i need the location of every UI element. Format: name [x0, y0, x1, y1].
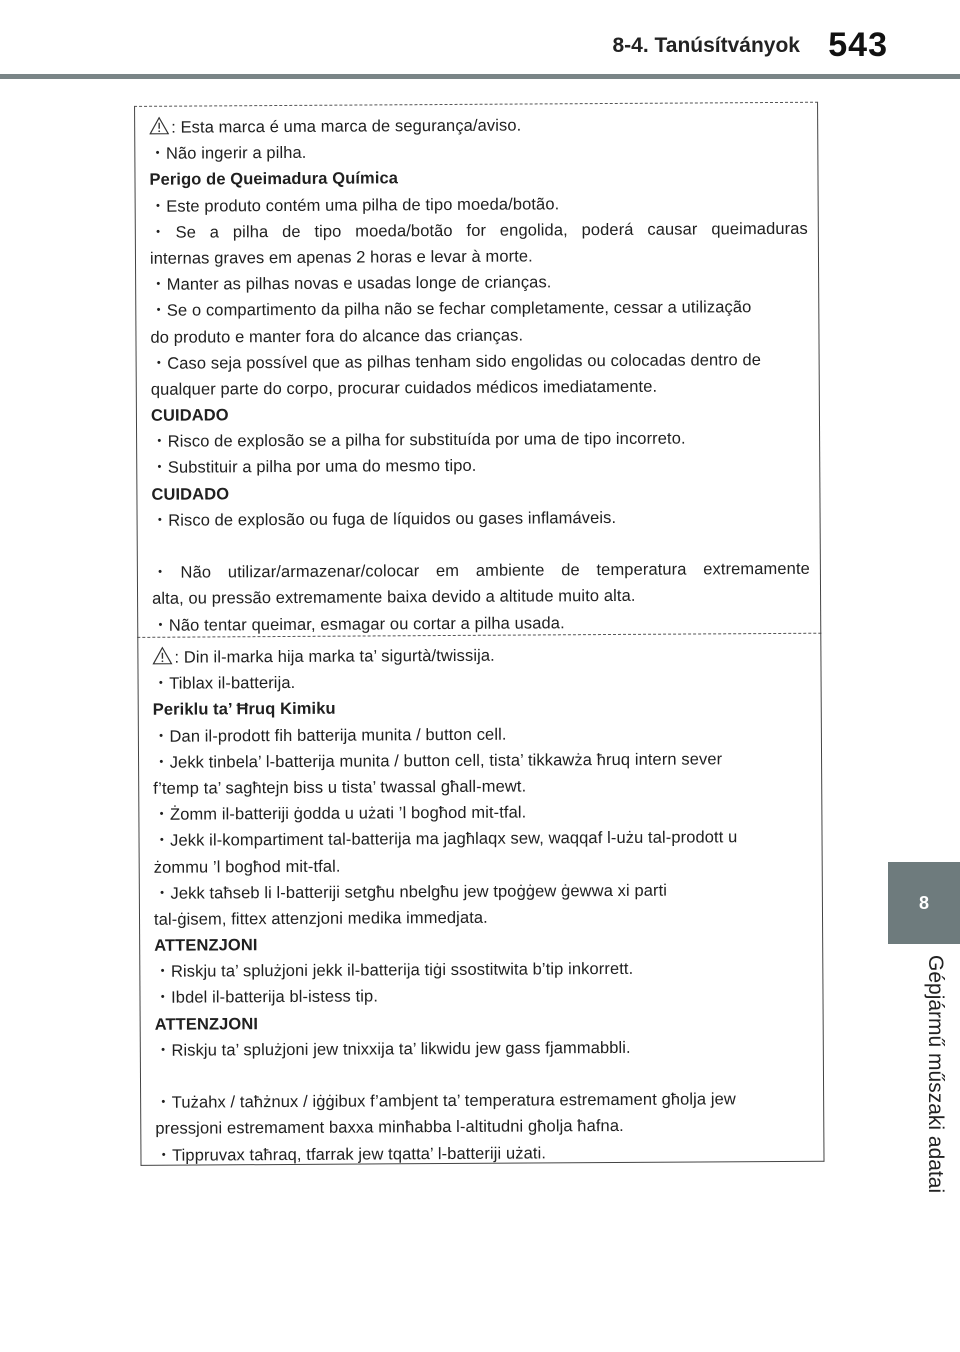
text-line: alta, ou pressão extremamente baixa devido a altitude muito alta. [152, 587, 636, 609]
maltese-warning-box [137, 633, 824, 1166]
text-line: ・Ibdel il-batterija bl-istess tip. [154, 987, 379, 1008]
text-line: ・Substituir a pilha por uma do mesmo tipo. [151, 457, 477, 478]
text-line: ・Tiblax il-batterija. [152, 674, 296, 693]
text-line: internas graves em apenas 2 horas e levar à morte. [149, 247, 533, 268]
section-heading: CUIDADO [150, 406, 229, 425]
text-line: ・Jekk tinbela’ l-batterija munita / button cell, tista’ tikkawża ħruq intern sever [153, 750, 723, 772]
text-line: tal-ġisem, fittex attenzjoni medika immedjata. [153, 908, 488, 929]
portuguese-warning-box [134, 102, 821, 638]
text-line: ・Żomm il-batteriji ġodda u użati ’l bogħod mit-tfal. [153, 803, 527, 824]
text-line: ・Não ingerir a pilha. [149, 144, 307, 163]
warning-triangle-icon [149, 117, 169, 143]
text-line: ・Se a pilha de tipo moeda/botão for engolida, poderá causar queimaduras [149, 219, 808, 242]
text-line: ・Se o compartimento da pilha não se fechar completamente, cessar a utilização [150, 298, 752, 321]
warning-mark-line [152, 641, 810, 671]
header-divider [0, 74, 960, 79]
text-line: ・Caso seja possível que as pilhas tenham sido engolidas ou colocadas dentro de [150, 350, 762, 373]
section-heading: ATTENZJONI [154, 936, 258, 955]
text-line: ・Riskju ta’ splużjoni jew tnixxija ta’ likwidu jew gass fjammabbli. [154, 1038, 631, 1060]
text-line: do produto e manter fora do alcance das crianças. [150, 326, 524, 347]
text-line: pressjoni estremament baxxa minħabba l-altitudni għolja ħafna. [155, 1117, 624, 1139]
text-line: f’temp ta’ sagħtejn biss u tista’ twassal għall-mewt. [153, 777, 527, 798]
warning-mark-text: : Din il-marka hija marka ta’ sigurtà/twissija. [174, 646, 495, 667]
text-line: ・Jekk taħseb li l-batteriji setgħu nbelgħu jew tpoġġew ġewwa xi parti [153, 881, 668, 903]
text-line: ・Dan il-prodott fih batterija munita / button cell. [152, 725, 507, 746]
chapter-title: Gépjármű műszaki adatai [924, 955, 947, 1194]
blank-line [155, 1060, 813, 1090]
text-line: ・Risco de explosão ou fuga de líquidos ou gases inflamáveis. [151, 508, 617, 530]
chapter-tab[interactable] [888, 862, 960, 944]
text-line: ・Não tentar queimar, esmagar ou cortar a pilha usada. [152, 613, 565, 635]
text-line: ・Riskju ta’ splużjoni jekk il-batterija tiġi ssostitwita b’tip inkorrett. [154, 960, 634, 982]
section-heading: ATTENZJONI [154, 1014, 259, 1034]
text-line: żommu ’l bogħod mit-tfal. [153, 857, 341, 877]
chapter-number: 8 [918, 892, 929, 913]
scanned-warning-label [118, 94, 835, 1183]
text-line: ・Manter as pilhas novas e usadas longe de crianças. [150, 273, 552, 294]
warning-mark-text: : Esta marca é uma marca de segurança/aviso. [171, 116, 522, 137]
text-line: ・Risco de explosão se a pilha for substituída por uma de tipo incorreto. [151, 429, 686, 452]
page-number: 543 [828, 26, 888, 64]
text-line: ・Não utilizar/armazenar/colocar em ambiente de temperatura extremamente [151, 559, 810, 582]
text-line: ・Tippruvax taħraq, tfarrak jew tqatta’ l-batteriji użati. [155, 1143, 547, 1165]
blank-line [152, 530, 810, 560]
text-line: ・Este produto contém uma pilha de tipo moeda/botão. [149, 194, 560, 216]
section-heading: Perigo de Queimadura Química [149, 169, 399, 190]
warning-triangle-icon [152, 647, 172, 673]
section-title: 8-4. Tanúsítványok [612, 34, 800, 57]
section-heading: CUIDADO [151, 484, 230, 504]
text-line: qualquer parte do corpo, procurar cuidados médicos imediatamente. [150, 377, 658, 399]
text-line: ・Tużahx / taħżnux / iġġibux f’ambjent ta’ temperatura estremament għolja jew [155, 1090, 736, 1112]
text-line: ・Jekk il-kompartiment tal-batterija ma jagħlaqx sew, waqqaf l-użu tal-prodott u [153, 828, 738, 851]
warning-mark-line [149, 111, 807, 141]
section-heading: Periklu ta’ Ħruq Kimiku [152, 700, 336, 720]
